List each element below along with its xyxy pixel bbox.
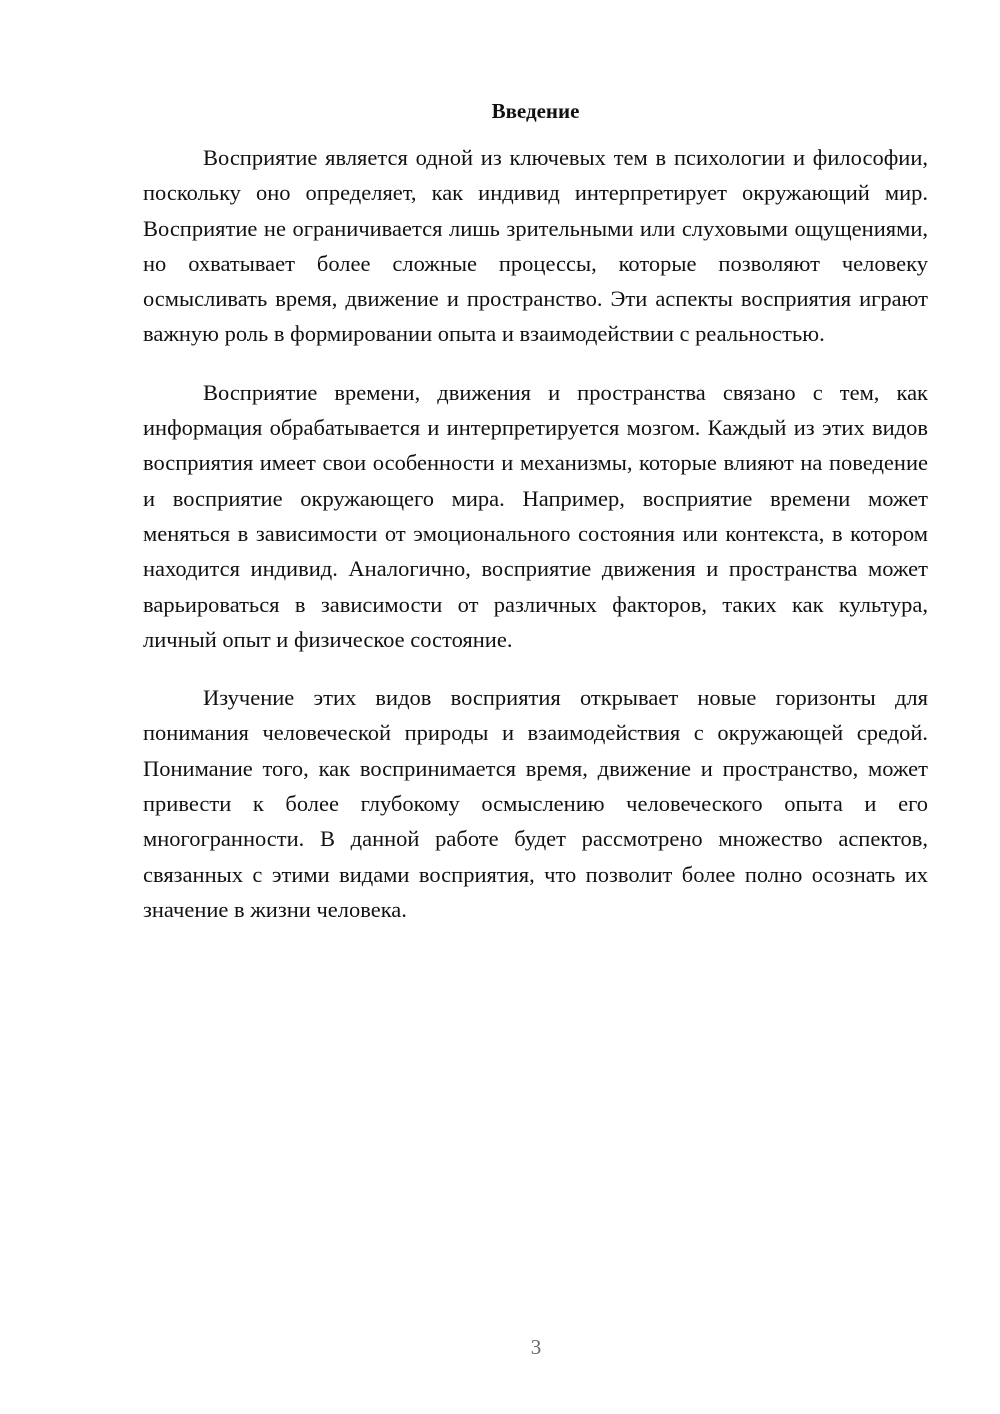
paragraph-2: Восприятие времени, движения и пространства связано с тем, как информация обрабатывается и интерпретируется мозгом. Каждый из этих видов восприятия имеет свои особенности и механизмы, которые влияют на поведение и восприятие окружающего мира. Например, восприятие времени может меняться в зависимости от эмоционального состояния или контекста, в котором находится индивид. Аналогично, восприятие движения и пространства может варьироваться в зависимости от различных факторов, таких как культура, личный опыт и физическое состояние. <box>143 379 928 652</box>
paragraph-1: Восприятие является одной из ключевых тем в психологии и философии, поскольку оно определяет, как индивид интерпретирует окружающий мир. Восприятие не ограничивается лишь зрительными или слуховыми ощущениями, но охватывает более сложные процессы, которые позволяют человеку осмысливать время, движение и пространство. Эти аспекты восприятия играют важную роль в формировании опыта и взаимодействии с реальностью. <box>143 145 928 347</box>
page-number: 3 <box>530 1335 542 1359</box>
section-title: Введение <box>491 99 580 123</box>
paragraph-3: Изучение этих видов восприятия открывает новые горизонты для понимания человеческой природы и взаимодействия с окружающей средой. Понимание того, как воспринимается время, движение и пространство, может привести к более глубокому осмыслению человеческого опыта и его многогранности. В данной работе будет рассмотрено множество аспектов, связанных с этими видами восприятия, что позволит более полно осознать их значение в жизни человека. <box>143 685 928 922</box>
page-content <box>143 96 928 950</box>
